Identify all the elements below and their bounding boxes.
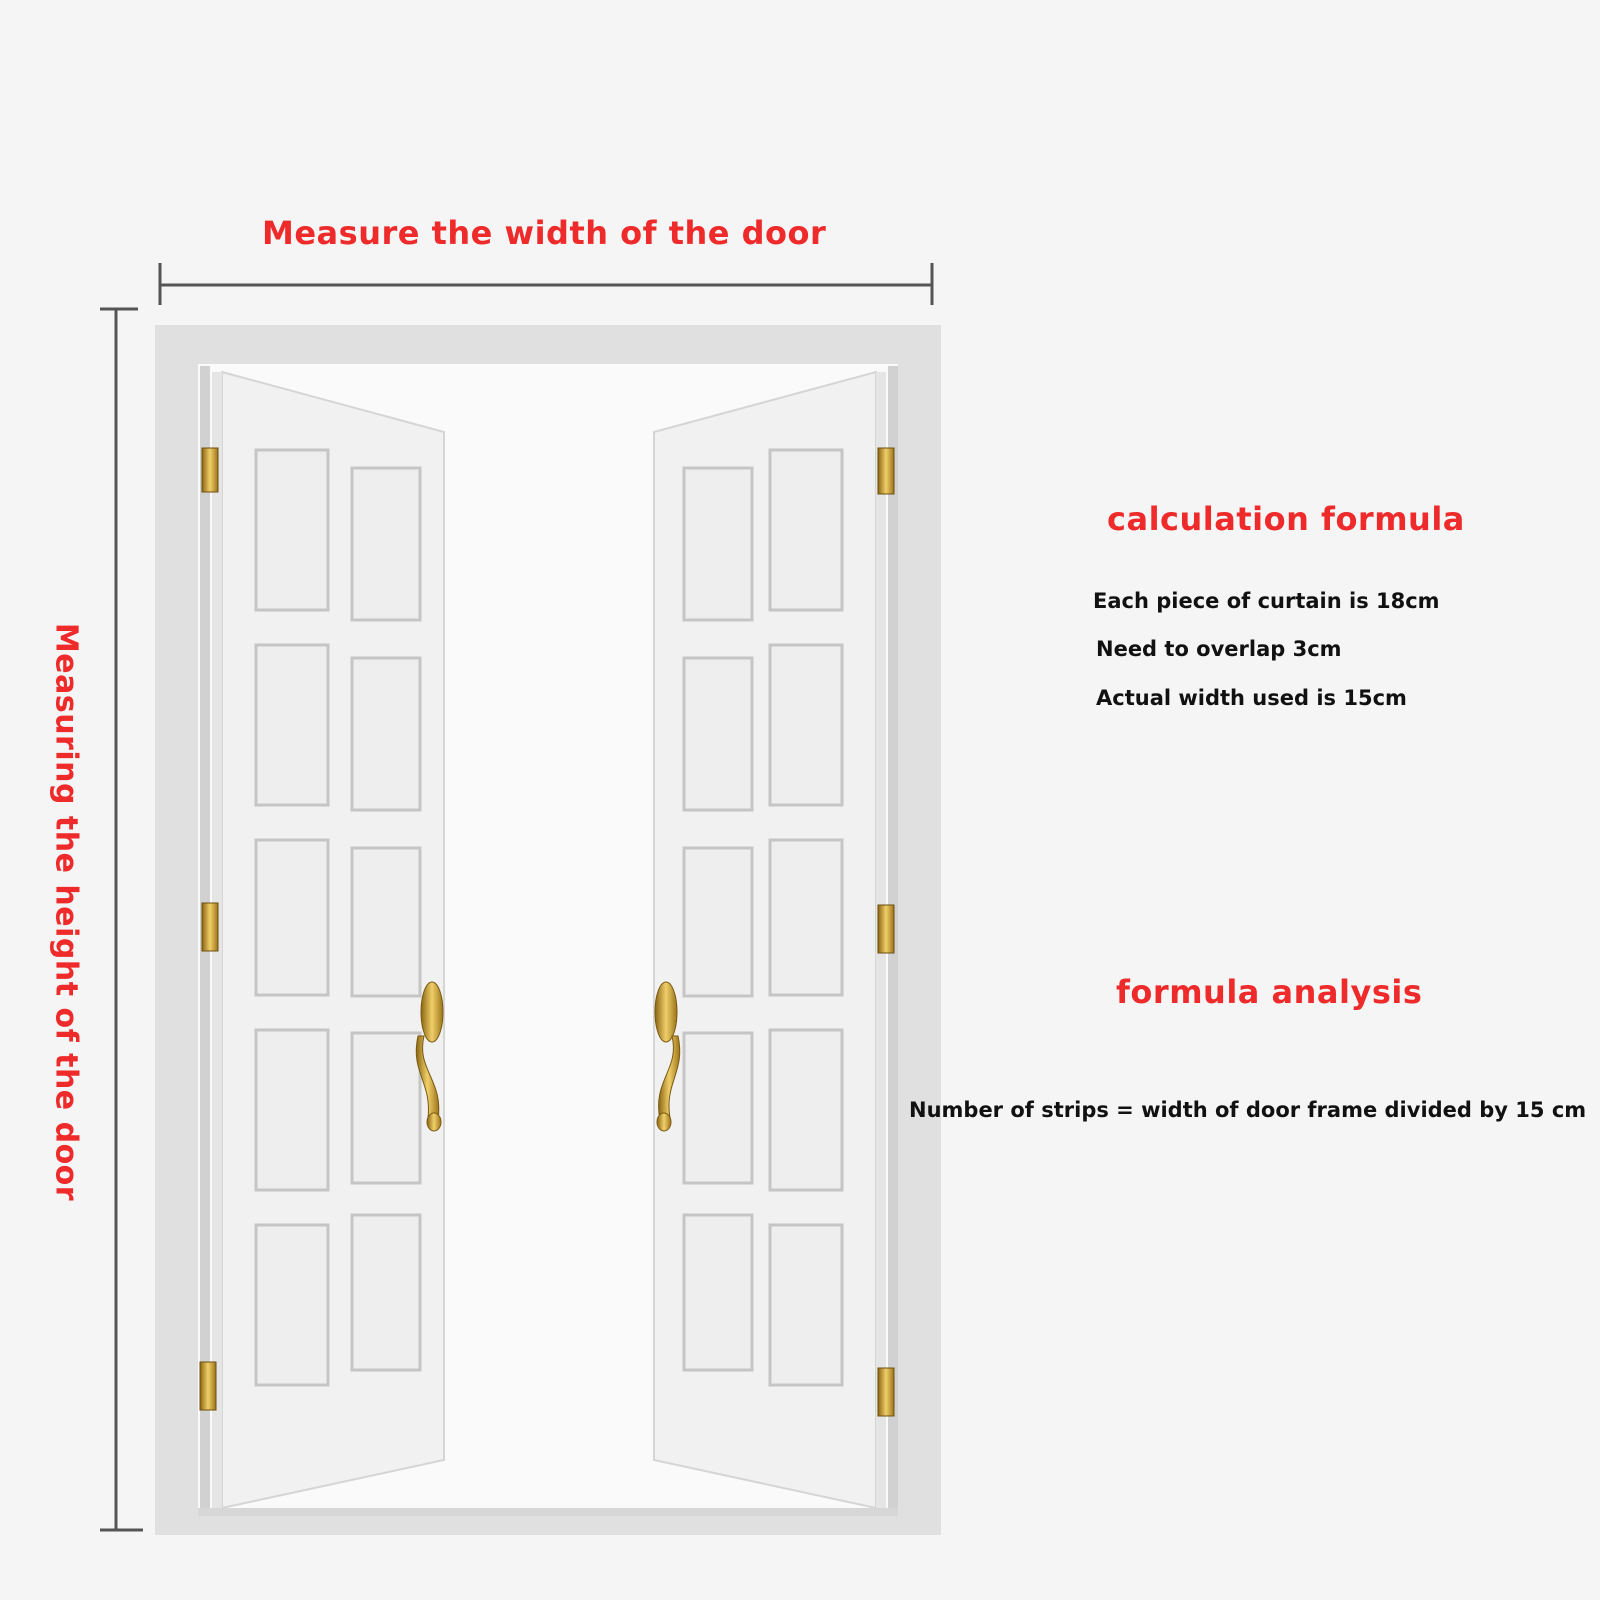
right-door-leaf bbox=[654, 372, 886, 1508]
formula-analysis-heading: formula analysis bbox=[1116, 973, 1423, 1011]
calculation-formula-heading: calculation formula bbox=[1107, 500, 1465, 538]
curtain-piece-width-text: Each piece of curtain is 18cm bbox=[1093, 589, 1440, 613]
overlap-text: Need to overlap 3cm bbox=[1096, 637, 1342, 661]
height-measure-line bbox=[100, 309, 143, 1530]
height-measure-label: Measuring the height of the door bbox=[48, 622, 84, 1202]
width-measure-label: Measure the width of the door bbox=[262, 214, 827, 252]
left-door-leaf bbox=[212, 372, 444, 1508]
strip-count-formula-text: Number of strips = width of door frame divided by 15 cm bbox=[909, 1098, 1587, 1122]
actual-width-text: Actual width used is 15cm bbox=[1096, 686, 1407, 710]
width-measure-line bbox=[160, 263, 932, 305]
